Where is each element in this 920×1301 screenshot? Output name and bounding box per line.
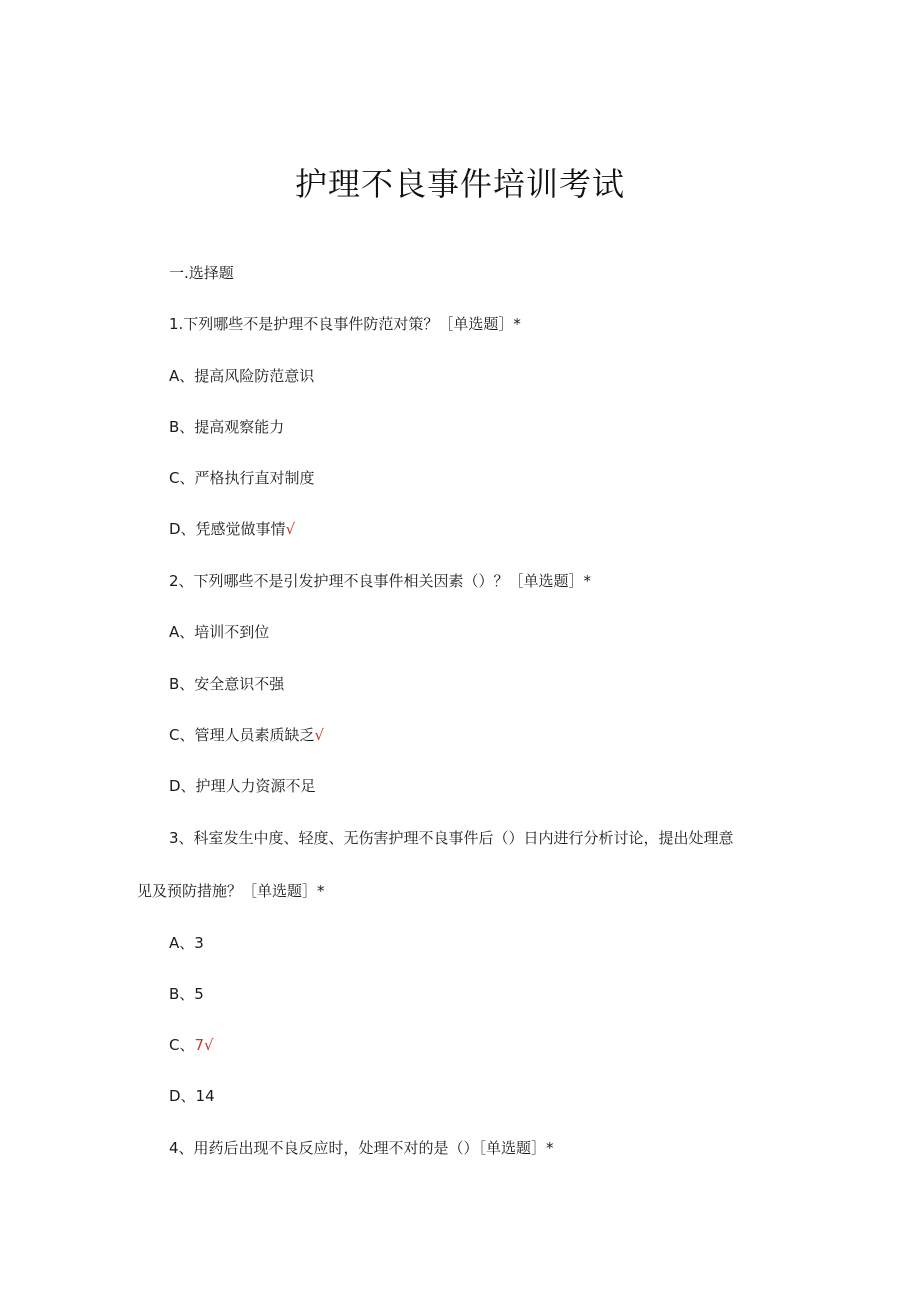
question-1-option-b: B、提高观察能力 xyxy=(169,418,285,436)
option-text: D、凭感觉做事情 xyxy=(169,520,286,538)
question-3-option-c xyxy=(169,1034,214,1056)
question-3-stem-line-1: 3、科室发生中度、轻度、无伤害护理不良事件后（）日内进行分析讨论，提出处理意 xyxy=(169,829,734,847)
question-1-stem: 1.下列哪些不是护理不良事件防范对策？［单选题］* xyxy=(169,315,521,333)
question-1-option-c: C、严格执行直对制度 xyxy=(169,469,315,487)
question-1-option-d xyxy=(169,518,295,540)
page-title: 护理不良事件培训考试 xyxy=(294,165,625,203)
option-value: 7 xyxy=(194,1036,205,1054)
option-prefix: C、 xyxy=(169,1036,195,1054)
question-2-option-d: D、护理人力资源不足 xyxy=(169,777,316,795)
question-3-option-d: D、14 xyxy=(169,1087,215,1105)
option-text: C、管理人员素质缺乏 xyxy=(169,726,315,744)
question-1-option-a: A、提高风险防范意识 xyxy=(169,367,315,385)
question-3-option-a: A、3 xyxy=(169,934,204,952)
question-2-stem: 2、下列哪些不是引发护理不良事件相关因素（）？［单选题］* xyxy=(169,572,592,590)
section-heading: 一.选择题 xyxy=(169,264,234,282)
question-3-option-b: B、5 xyxy=(169,985,204,1003)
correct-answer-check-icon: √ xyxy=(314,726,325,744)
question-2-option-a: A、培训不到位 xyxy=(169,623,270,641)
correct-answer-check-icon: √ xyxy=(285,520,296,538)
correct-answer-check-icon: √ xyxy=(204,1036,214,1054)
question-3-stem-line-2: 见及预防措施？［单选题］* xyxy=(137,882,325,900)
question-2-option-c xyxy=(169,724,324,746)
question-2-option-b: B、安全意识不强 xyxy=(169,675,285,693)
question-4-stem: 4、用药后出现不良反应时，处理不对的是（）［单选题］* xyxy=(169,1139,554,1157)
